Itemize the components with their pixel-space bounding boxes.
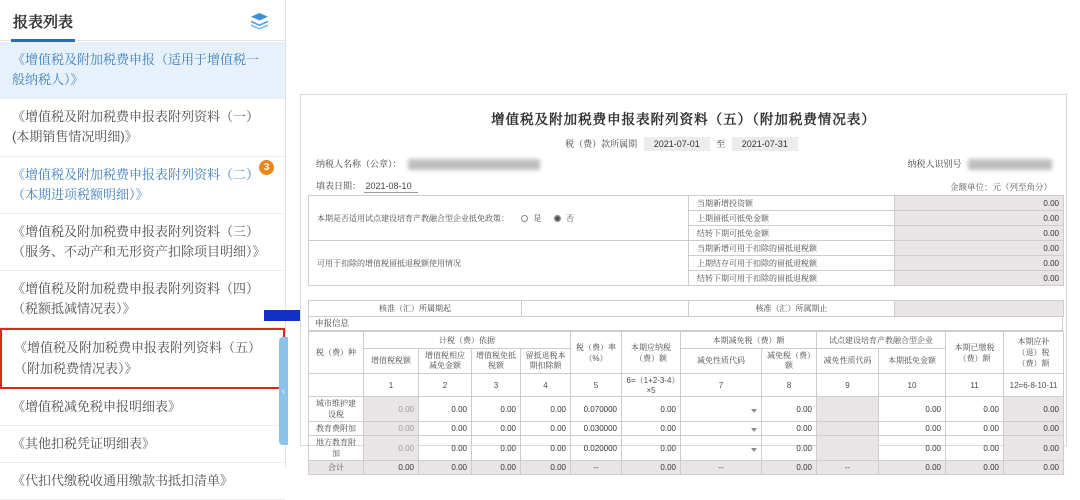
value-cell[interactable]: 0.00 — [879, 436, 946, 461]
index-cell: 2 — [419, 374, 472, 397]
tax-name-cell: 合计 — [309, 461, 364, 475]
sidebar-header — [0, 0, 285, 41]
index-cell: 6=（1+2-3-4）×5 — [622, 374, 681, 397]
value-cell[interactable]: 0.00 — [879, 397, 946, 422]
value-cell: 0.00 — [879, 461, 946, 475]
row-label: 上期结存可用于扣除的留抵退税额 — [689, 256, 895, 271]
row-label: 当期新增投资额 — [689, 196, 895, 211]
form-title: 增值税及附加税费申报表附列资料（五）（附加税费情况表） — [491, 112, 876, 127]
col-group-reduction: 本期减免税（费）额 — [681, 332, 817, 349]
taxpayer-name-label: 纳税人名称（公章）： — [316, 159, 402, 169]
value-cell[interactable]: 0.00 — [472, 397, 521, 422]
col-payable: 本期应纳税（费）额 — [622, 332, 681, 374]
taxpayer-id-redacted — [968, 159, 1052, 170]
value-cell[interactable]: 0.00 — [472, 422, 521, 436]
sidebar-item-appendix-4[interactable]: 《增值税及附加税费申报表附列资料（四）（税额抵减情况表）》 — [0, 271, 285, 328]
rate-cell: -- — [571, 461, 622, 475]
row-label: 结转下期可抵免金额 — [689, 226, 895, 241]
reduction-code-cell: -- — [681, 461, 762, 475]
payable-cell: 0.00 — [622, 422, 681, 436]
payable-cell: 0.00 — [622, 461, 681, 475]
dropdown-caret-icon[interactable] — [751, 448, 757, 452]
due-cell: 0.00 — [1004, 461, 1064, 475]
value-cell: 0.00 — [364, 397, 419, 422]
col-pilot-amount: 本期抵免金额 — [879, 349, 946, 374]
period-label: 税（费）款所属期 — [565, 139, 638, 149]
readonly-value-cell: 0.00 — [895, 196, 1064, 211]
index-cell: 1 — [364, 374, 419, 397]
declaration-section-label: 申报信息 — [308, 317, 1063, 331]
taxpayer-id-label: 纳税人识别号 — [907, 159, 962, 169]
due-cell: 0.00 — [1004, 422, 1064, 436]
col-group-pilot: 试点建设培育产教融合型企业 — [817, 332, 946, 349]
table-row-local-education-surcharge — [309, 436, 1064, 461]
paid-cell[interactable]: 0.00 — [946, 436, 1004, 461]
form-panel — [300, 94, 1067, 472]
value-cell[interactable]: 0.00 — [521, 422, 571, 436]
tax-name-cell: 城市维护建设税 — [309, 397, 364, 422]
value-cell[interactable]: 0.00 — [879, 422, 946, 436]
tax-period-row — [301, 137, 1066, 151]
sidebar-item-vat-reduction-detail[interactable]: 《增值税减免税申报明细表》 — [0, 389, 285, 426]
period-to-label: 至 — [716, 139, 726, 149]
value-cell[interactable]: 0.00 — [521, 397, 571, 422]
rate-cell: 0.030000 — [571, 422, 622, 436]
taxpayer-name-row — [316, 157, 540, 170]
col-pilot-code: 减免性质代码 — [817, 349, 879, 374]
due-cell: 0.00 — [1004, 436, 1064, 461]
col-reduction-amount: 减免税（费）额 — [762, 349, 817, 374]
index-cell: 11 — [946, 374, 1004, 397]
readonly-value-cell: 0.00 — [895, 256, 1064, 271]
approval-start-value[interactable] — [522, 301, 689, 317]
value-cell: 0.00 — [419, 461, 472, 475]
readonly-value-cell: 0.00 — [895, 211, 1064, 226]
col-rate: 税（费）率（%） — [571, 332, 622, 374]
index-cell: 4 — [521, 374, 571, 397]
radio-no-label[interactable]: 否 — [565, 213, 574, 223]
value-cell: 0.00 — [364, 436, 419, 461]
notification-badge: 3 — [259, 160, 274, 175]
fill-date-label: 填表日期： — [316, 181, 362, 191]
chevron-left-icon: ‹ — [282, 386, 285, 396]
rate-cell: 0.070000 — [571, 397, 622, 422]
payable-cell: 0.00 — [622, 436, 681, 461]
sidebar-title: 报表列表 — [13, 14, 74, 31]
reduction-code-select[interactable] — [681, 397, 762, 422]
approval-start-label: 核准（汇）所属期起 — [309, 301, 522, 317]
value-cell: 0.00 — [521, 461, 571, 475]
header-row-indexes — [309, 374, 1064, 397]
policy-info-table — [308, 195, 1064, 286]
col-basis-4: 留抵退税本期扣除额 — [521, 349, 571, 374]
pilot-code-cell — [817, 436, 879, 461]
header-row-groups — [309, 332, 1064, 349]
index-cell: 10 — [879, 374, 946, 397]
sidebar-item-appendix-3[interactable]: 《增值税及附加税费申报表附列资料（三）（服务、不动产和无形资产扣除项目明细）》 — [0, 214, 285, 271]
sidebar-item-vat-main-return[interactable]: 《增值税及附加税费申报（适用于增值税一般纳税人）》 — [0, 42, 285, 99]
table-row-total — [309, 461, 1064, 475]
radio-yes-icon[interactable] — [521, 215, 528, 222]
period-start-field[interactable]: 2021-07-01 — [644, 137, 710, 151]
value-cell: 0.00 — [472, 461, 521, 475]
sidebar-item-label: 《增值税及附加税费申报表附列资料（二）（本期进项税额明细）》 — [12, 166, 260, 202]
taxpayer-id-row — [907, 157, 1052, 170]
approval-end-value — [895, 301, 1064, 317]
amount-unit-label: 金额单位：元（列至角分） — [949, 182, 1052, 192]
tax-name-cell: 地方教育附加 — [309, 436, 364, 461]
value-cell[interactable]: 0.00 — [762, 422, 817, 436]
index-cell: 12=6-8-10-11 — [1004, 374, 1064, 397]
row-label: 当期新增可用于扣除的留抵退税额 — [689, 241, 895, 256]
row-label: 上期留抵可抵免金额 — [689, 211, 895, 226]
index-cell — [309, 374, 364, 397]
value-cell[interactable]: 0.00 — [419, 397, 472, 422]
sidebar-item-other-deduction-voucher[interactable]: 《其他扣税凭证明细表》 — [0, 426, 285, 463]
value-cell: 0.00 — [762, 461, 817, 475]
col-tax-type: 税（费）种 — [309, 332, 364, 374]
col-due: 本期应补（退）税（费）额 — [1004, 332, 1064, 374]
taxpayer-name-redacted — [408, 159, 540, 170]
index-cell: 7 — [681, 374, 762, 397]
tax-name-cell: 教育费附加 — [309, 422, 364, 436]
approval-end-label: 核准（汇）所属期止 — [689, 301, 895, 317]
radio-no-icon[interactable] — [554, 215, 561, 222]
annotation-pointer-dash — [264, 310, 303, 321]
table-row-education-surcharge — [309, 422, 1064, 436]
table-row — [309, 241, 1064, 256]
col-basis-2: 增值税相应减免金额 — [419, 349, 472, 374]
pilot-code-cell: -- — [817, 461, 879, 475]
table-row — [309, 196, 1064, 211]
payable-cell: 0.00 — [622, 397, 681, 422]
value-cell: 0.00 — [364, 461, 419, 475]
value-cell[interactable]: 0.00 — [472, 436, 521, 461]
col-basis-3: 增值税免抵税额 — [472, 349, 521, 374]
layers-icon[interactable] — [250, 12, 269, 29]
approval-period-row — [308, 300, 1064, 317]
pilot-code-cell — [817, 422, 879, 436]
readonly-value-cell: 0.00 — [895, 271, 1064, 286]
index-cell: 8 — [762, 374, 817, 397]
due-cell: 0.00 — [1004, 397, 1064, 422]
table-row — [309, 301, 1064, 317]
col-reduction-code: 减免性质代码 — [681, 349, 762, 374]
dropdown-caret-icon[interactable] — [751, 409, 757, 413]
readonly-value-cell: 0.00 — [895, 241, 1064, 256]
table-row-urban-construction-tax — [309, 397, 1064, 422]
dropdown-caret-icon[interactable] — [751, 428, 757, 432]
declaration-table — [308, 331, 1064, 475]
value-cell[interactable]: 0.00 — [419, 436, 472, 461]
sidebar-item-withholding-payment-list[interactable]: 《代扣代缴税收通用缴款书抵扣清单》 — [0, 463, 285, 500]
radio-yes-label[interactable]: 是 — [533, 213, 542, 223]
readonly-value-cell: 0.00 — [895, 226, 1064, 241]
value-cell[interactable]: 0.00 — [419, 422, 472, 436]
index-cell: 9 — [817, 374, 879, 397]
sidebar-item-appendix-5-highlighted[interactable]: 《增值税及附加税费申报表附列资料（五）（附加税费情况表）》 — [0, 328, 285, 388]
pilot-code-cell — [817, 397, 879, 422]
index-cell: 3 — [472, 374, 521, 397]
reduction-code-select[interactable] — [681, 422, 762, 436]
paid-cell[interactable]: 0.00 — [946, 422, 1004, 436]
pilot-policy-question: 本期是否适用试点建设培育产教融合型企业抵免政策： — [317, 213, 509, 223]
col-paid: 本期已缴税（费）额 — [946, 332, 1004, 374]
fill-date-row — [316, 179, 418, 192]
reduction-code-select[interactable] — [681, 436, 762, 461]
index-cell: 5 — [571, 374, 622, 397]
report-list — [0, 42, 285, 500]
fill-date-value: 2021-08-10 — [364, 181, 418, 193]
value-cell: 0.00 — [364, 422, 419, 436]
value-cell[interactable]: 0.00 — [762, 436, 817, 461]
report-list-sidebar — [0, 0, 286, 488]
value-cell[interactable]: 0.00 — [521, 436, 571, 461]
paid-cell: 0.00 — [946, 461, 1004, 475]
sidebar-collapse-handle[interactable] — [279, 337, 288, 445]
paid-cell[interactable]: 0.00 — [946, 397, 1004, 422]
col-basis-1: 增值税税额 — [364, 349, 419, 374]
rate-cell: 0.020000 — [571, 436, 622, 461]
col-group-basis: 计税（费）依据 — [364, 332, 571, 349]
row-label: 结转下期可用于扣除的留抵退税额 — [689, 271, 895, 286]
value-cell[interactable]: 0.00 — [762, 397, 817, 422]
sidebar-item-appendix-1[interactable]: 《增值税及附加税费申报表附列资料（一）(本期销售情况明细)》 — [0, 99, 285, 156]
period-end-field[interactable]: 2021-07-31 — [732, 137, 798, 151]
pilot-policy-question-cell — [309, 196, 689, 241]
sidebar-item-appendix-2[interactable] — [0, 157, 285, 214]
refund-usage-label-cell: 可用于扣除的增值税留抵退税额使用情况 — [309, 241, 689, 286]
